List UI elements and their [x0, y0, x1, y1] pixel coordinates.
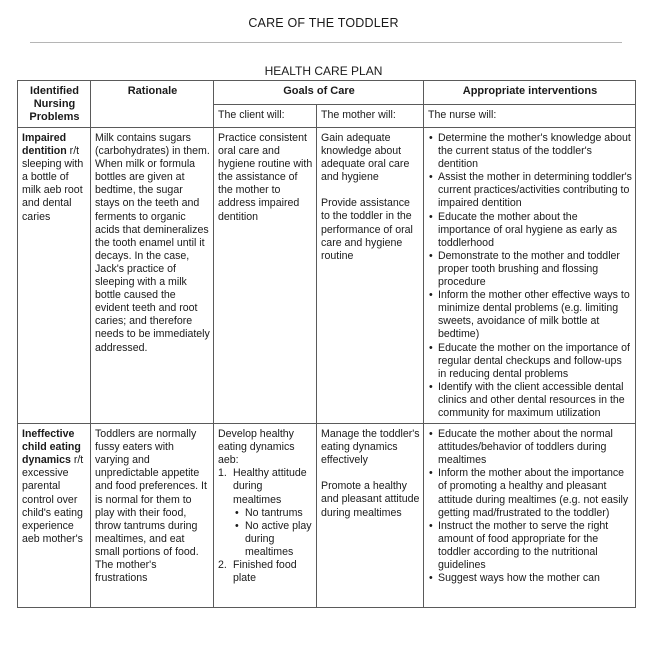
problem-title: Impaired dentition [22, 132, 67, 158]
mother-goal-1: Manage the toddler's eating dynamics effectively [321, 428, 420, 467]
list-item: • Instruct the mother to serve the right amount of food appropriate for the toddler according to the nutritional guidelines [428, 520, 632, 572]
problem-detail: r/t excessive parental control over child's eating experience aeb mother's [22, 454, 84, 545]
problem-cell [18, 424, 91, 608]
list-item: • Inform the mother other effective ways to minimize dental problems (e.g. limiting sweets, avoidance of milk bottle at bedtime) [428, 289, 632, 341]
subheader-nurse: The nurse will: [424, 104, 636, 128]
client-goal-cell: Practice consistent oral care and hygiene routine with the assistance of the mother to address impaired dentition [214, 128, 317, 424]
client-goal-intro: Develop healthy eating dynamics aeb: [218, 428, 295, 467]
step-text: Finished food plate [233, 559, 297, 585]
header-problems: Identified Nursing Problems [18, 81, 91, 128]
header-row [18, 81, 636, 105]
problem-title: Ineffective child eating dynamics [22, 428, 81, 467]
step-number: 1. [218, 467, 227, 480]
interventions-cell [424, 128, 636, 424]
list-item: • Educate the mother about the normal attitudes/behavior of toddlers during mealtimes [428, 428, 632, 467]
interventions-list [428, 132, 632, 420]
health-care-plan-table [17, 80, 636, 608]
title-divider [30, 42, 622, 43]
list-item: • No tantrums [233, 507, 313, 520]
sub-list [233, 507, 313, 559]
rationale-cell: Toddlers are normally fussy eaters with varying and unpredictable appetite and food preferences. It is normal for them to play with their food, throw tantrums during mealtimes, and eat small portions of food. The mother's frustrations [91, 424, 214, 608]
rationale-cell: Milk contains sugars (carbohydrates) in them. When milk or formula bottles are given at bedtime, the sugar stays on the teeth and ferments to organic acids that demineralizes the tooth enamel until it decays. In the case, Jack's practice of sleeping with a milk bottle caused the evident teeth and root caries; and therefore needs to be immediately addressed. [91, 128, 214, 424]
plan-title: HEALTH CARE PLAN [264, 64, 383, 78]
client-goal-cell [214, 424, 317, 608]
step-text: Healthy attitude during mealtimes [233, 467, 307, 506]
interventions-cell [424, 424, 636, 608]
mother-goal-2: Provide assistance to the toddler in the performance of oral care and hygiene routine [321, 197, 413, 262]
list-item: • Demonstrate to the mother and toddler proper tooth brushing and flossing procedure [428, 250, 632, 289]
mother-goal-1: Gain adequate knowledge about adequate oral care and hygiene [321, 132, 410, 184]
step-number: 2. [218, 559, 227, 571]
mother-goal-2: Promote a healthy and pleasant attitude during mealtimes [321, 480, 420, 519]
header-interventions: Appropriate interventions [424, 81, 636, 105]
client-goal-steps [218, 467, 313, 585]
list-item: • Educate the mother about the importance of oral hygiene as early as toddlerhood [428, 211, 632, 250]
list-item: • Suggest ways how the mother can [428, 572, 632, 585]
list-item [218, 559, 313, 585]
table-row [18, 128, 636, 424]
problem-detail: r/t sleeping with a bottle of milk aeb root and dental caries [22, 145, 84, 223]
subheader-client: The client will: [214, 104, 317, 128]
list-item [218, 467, 313, 559]
list-item: • Educate the mother on the importance of regular dental checkups and follow-ups in reducing dental problems [428, 342, 632, 381]
header-goals: Goals of Care [214, 81, 424, 105]
list-item: • Assist the mother in determining toddler's current practices/activities contributing to impaired dentition [428, 171, 632, 210]
header-rationale: Rationale [91, 81, 214, 128]
list-item: • Determine the mother's knowledge about the current status of the toddler's dentition [428, 132, 632, 171]
interventions-list [428, 428, 632, 585]
table-row [18, 424, 636, 608]
list-item: • No active play during mealtimes [233, 520, 313, 559]
list-item: • Inform the mother about the importance of promoting a healthy and pleasant attitude during mealtimes (e.g. not easily getting mad/frustrated to the toddler) [428, 467, 632, 519]
list-item: • Identify with the client accessible dental clinics and other dental resources in the community for maximum utilization [428, 381, 632, 420]
subheader-mother: The mother will: [317, 104, 424, 128]
mother-goal-cell [317, 424, 424, 608]
mother-goal-cell [317, 128, 424, 424]
problem-cell [18, 128, 91, 424]
document-title: CARE OF THE TODDLER [248, 16, 399, 30]
